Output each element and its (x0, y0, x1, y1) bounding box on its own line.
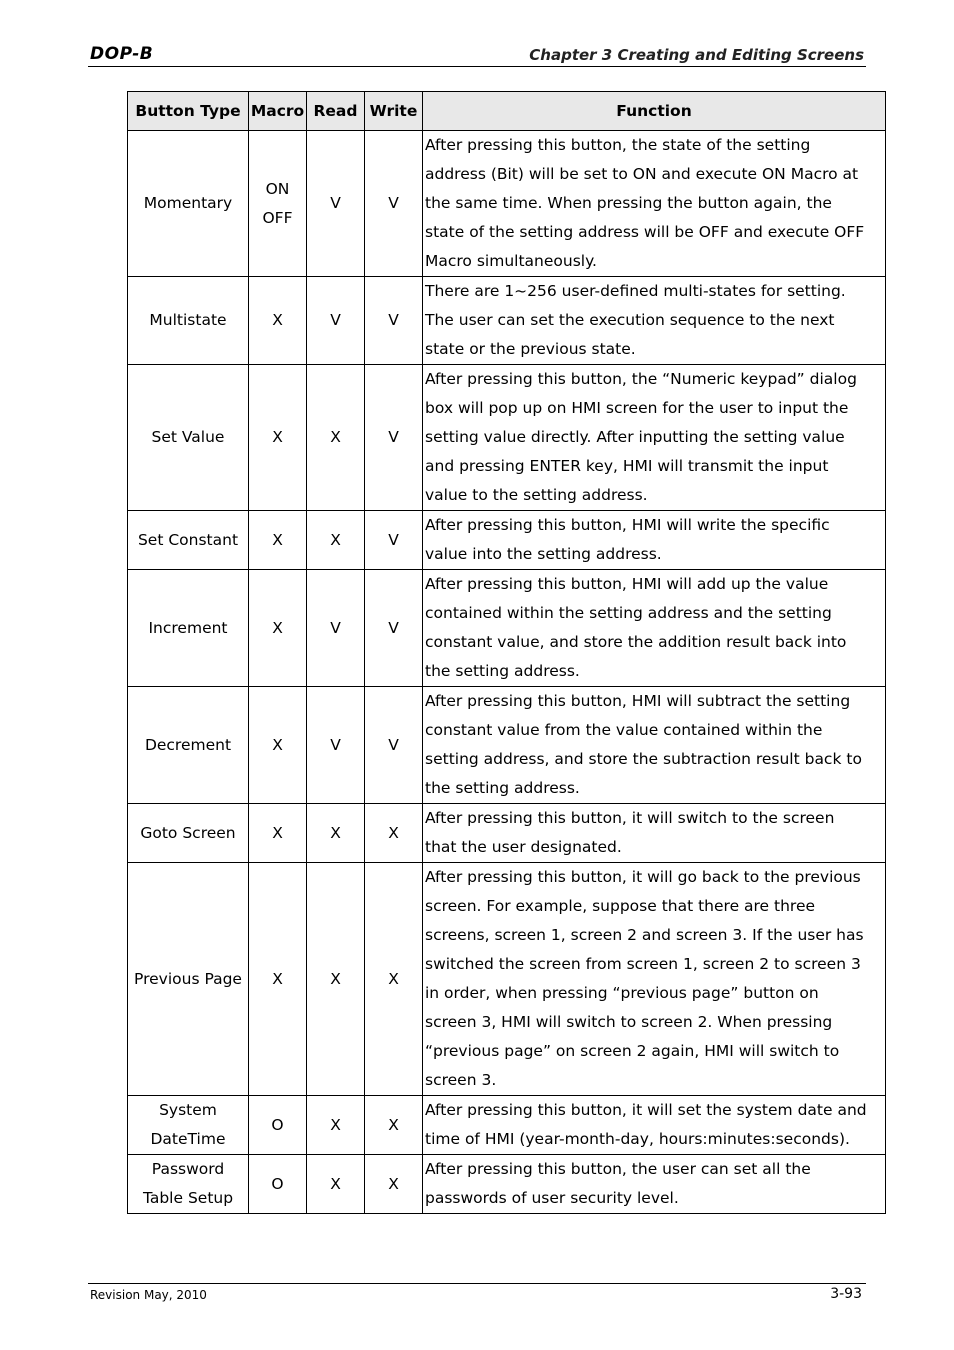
macro-cell-line: OFF (262, 208, 293, 227)
read-cell: V (307, 277, 365, 365)
function-cell-line: setting address, and store the subtraction result back to (425, 750, 862, 768)
function-cell-line: the setting address. (425, 662, 580, 680)
function-cell-line: There are 1~256 user-defined multi-states for setting. (425, 282, 846, 300)
macro-cell-line: X (272, 969, 283, 988)
macro-cell-line: O (271, 1174, 284, 1193)
button-type-cell (128, 1096, 249, 1155)
function-cell (423, 131, 886, 277)
macro-cell (249, 511, 307, 570)
table-header-row (128, 92, 886, 131)
table-row (128, 277, 886, 365)
macro-cell-line: X (272, 823, 283, 842)
function-cell (423, 365, 886, 511)
macro-cell-line: X (272, 735, 283, 754)
function-cell-line: that the user designated. (425, 838, 622, 856)
function-cell-line: screens, screen 1, screen 2 and screen 3. If the user has (425, 926, 864, 944)
read-cell: X (307, 511, 365, 570)
macro-cell (249, 131, 307, 277)
function-cell-line: value to the setting address. (425, 486, 648, 504)
macro-cell (249, 804, 307, 863)
table-body (128, 131, 886, 1214)
button-type-cell-line: Goto Screen (140, 823, 236, 842)
table-row (128, 1155, 886, 1214)
function-cell-line: constant value from the value contained within the (425, 721, 823, 739)
function-cell-line: Macro simultaneously. (425, 252, 597, 270)
revision-label: Revision May, 2010 (90, 1288, 207, 1302)
write-cell: V (365, 365, 423, 511)
button-type-cell (128, 277, 249, 365)
button-type-cell-line: Previous Page (134, 969, 242, 988)
button-type-cell (128, 570, 249, 687)
macro-cell-line: X (272, 618, 283, 637)
table-row (128, 365, 886, 511)
write-cell: V (365, 570, 423, 687)
button-type-cell-line: System (159, 1101, 217, 1119)
function-cell-line: the same time. When pressing the button again, the (425, 194, 832, 212)
function-cell-line: After pressing this button, the state of the setting (425, 136, 811, 154)
read-cell: X (307, 1155, 365, 1214)
function-cell-line: contained within the setting address and the setting (425, 604, 832, 622)
function-cell (423, 804, 886, 863)
write-cell: X (365, 1155, 423, 1214)
function-cell-line: box will pop up on HMI screen for the user to input the (425, 399, 849, 417)
function-cell-line: state or the previous state. (425, 340, 636, 358)
function-cell-line: screen. For example, suppose that there are three (425, 897, 816, 915)
write-cell: V (365, 277, 423, 365)
button-type-cell-line: Set Constant (137, 530, 239, 549)
function-cell-line: After pressing this button, it will switch to the screen (425, 809, 835, 827)
write-cell: X (365, 1096, 423, 1155)
button-type-cell-line: Password (151, 1160, 225, 1178)
read-cell: V (307, 570, 365, 687)
table-row (128, 1096, 886, 1155)
write-cell: X (365, 863, 423, 1096)
read-cell: X (307, 1096, 365, 1155)
write-cell: X (365, 804, 423, 863)
page-number: 3-93 (830, 1286, 862, 1302)
macro-cell (249, 1155, 307, 1214)
function-cell-line: After pressing this button, HMI will subtract the setting (425, 692, 851, 710)
function-cell-line: the setting address. (425, 779, 580, 797)
function-cell-line: passwords of user security level. (425, 1189, 679, 1207)
macro-cell-line: X (272, 311, 283, 329)
column-header: Write (365, 92, 423, 131)
button-type-cell-line: Increment (148, 618, 228, 637)
function-cell (423, 1096, 886, 1155)
write-cell: V (365, 131, 423, 277)
write-cell: V (365, 687, 423, 804)
button-type-cell (128, 863, 249, 1096)
function-cell-line: constant value, and store the addition result back into (425, 633, 847, 651)
function-cell (423, 687, 886, 804)
macro-cell-line: X (272, 530, 283, 549)
function-cell-line: The user can set the execution sequence to the next (425, 311, 835, 329)
button-type-cell (128, 511, 249, 570)
function-cell-line: After pressing this button, it will set the system date and (425, 1101, 867, 1119)
column-header: Button Type (128, 92, 249, 131)
table-row (128, 511, 886, 570)
function-cell-line: value into the setting address. (425, 545, 662, 563)
macro-cell-line: X (272, 428, 283, 446)
button-type-cell (128, 131, 249, 277)
column-header: Function (423, 92, 886, 131)
button-type-cell-line: Multistate (149, 311, 227, 329)
macro-cell-line: ON (265, 179, 290, 198)
table-row (128, 687, 886, 804)
column-header: Read (307, 92, 365, 131)
macro-cell (249, 570, 307, 687)
function-cell-line: setting value directly. After inputting the setting value (425, 428, 845, 446)
table-row (128, 570, 886, 687)
function-cell (423, 863, 886, 1096)
function-cell-line: address (Bit) will be set to ON and execute ON Macro at (425, 165, 859, 183)
macro-cell (249, 687, 307, 804)
function-cell-line: After pressing this button, the user can set all the (425, 1160, 811, 1178)
button-type-cell (128, 687, 249, 804)
button-type-cell-line: Table Setup (142, 1189, 234, 1207)
table-row (128, 804, 886, 863)
function-cell-line: switched the screen from screen 1, screen 2 to screen 3 (425, 955, 861, 973)
column-header: Macro (249, 92, 307, 131)
button-type-cell-line: Momentary (143, 194, 233, 212)
macro-cell-line: O (271, 1115, 284, 1134)
function-cell-line: After pressing this button, HMI will add up the value (425, 575, 829, 593)
function-cell-line: “previous page” on screen 2 again, HMI will switch to (425, 1042, 840, 1060)
function-cell-line: in order, when pressing “previous page” button on (425, 984, 819, 1002)
button-type-cell-line: Set Value (151, 428, 225, 446)
header-divider (88, 66, 866, 67)
read-cell: X (307, 804, 365, 863)
function-cell (423, 511, 886, 570)
product-logo: DOP-B (90, 44, 154, 64)
function-cell-line: state of the setting address will be OFF and execute OFF (425, 223, 865, 241)
function-cell-line: screen 3. (425, 1071, 497, 1089)
function-cell (423, 1155, 886, 1214)
function-cell-line: time of HMI (year-month-day, hours:minutes:seconds). (425, 1130, 850, 1148)
write-cell: V (365, 511, 423, 570)
chapter-title: Chapter 3 Creating and Editing Screens (529, 46, 864, 64)
read-cell: X (307, 365, 365, 511)
button-type-cell (128, 365, 249, 511)
macro-cell (249, 1096, 307, 1155)
button-type-cell-line: DateTime (150, 1130, 226, 1148)
macro-cell (249, 365, 307, 511)
function-cell-line: After pressing this button, it will go back to the previous (425, 868, 861, 886)
button-type-cell (128, 804, 249, 863)
read-cell: X (307, 863, 365, 1096)
macro-cell (249, 277, 307, 365)
footer-divider (88, 1283, 866, 1284)
read-cell: V (307, 687, 365, 804)
function-cell-line: and pressing ENTER key, HMI will transmit the input (425, 457, 829, 475)
function-cell-line: screen 3, HMI will switch to screen 2. When pressing (425, 1013, 833, 1031)
function-cell-line: After pressing this button, the “Numeric keypad” dialog (425, 370, 857, 388)
function-cell (423, 277, 886, 365)
function-cell-line: After pressing this button, HMI will write the specific (425, 516, 830, 534)
function-cell (423, 570, 886, 687)
button-type-cell (128, 1155, 249, 1214)
button-type-cell-line: Decrement (144, 735, 232, 754)
button-function-table (127, 91, 886, 1214)
macro-cell (249, 863, 307, 1096)
table-row (128, 131, 886, 277)
table-row (128, 863, 886, 1096)
read-cell: V (307, 131, 365, 277)
